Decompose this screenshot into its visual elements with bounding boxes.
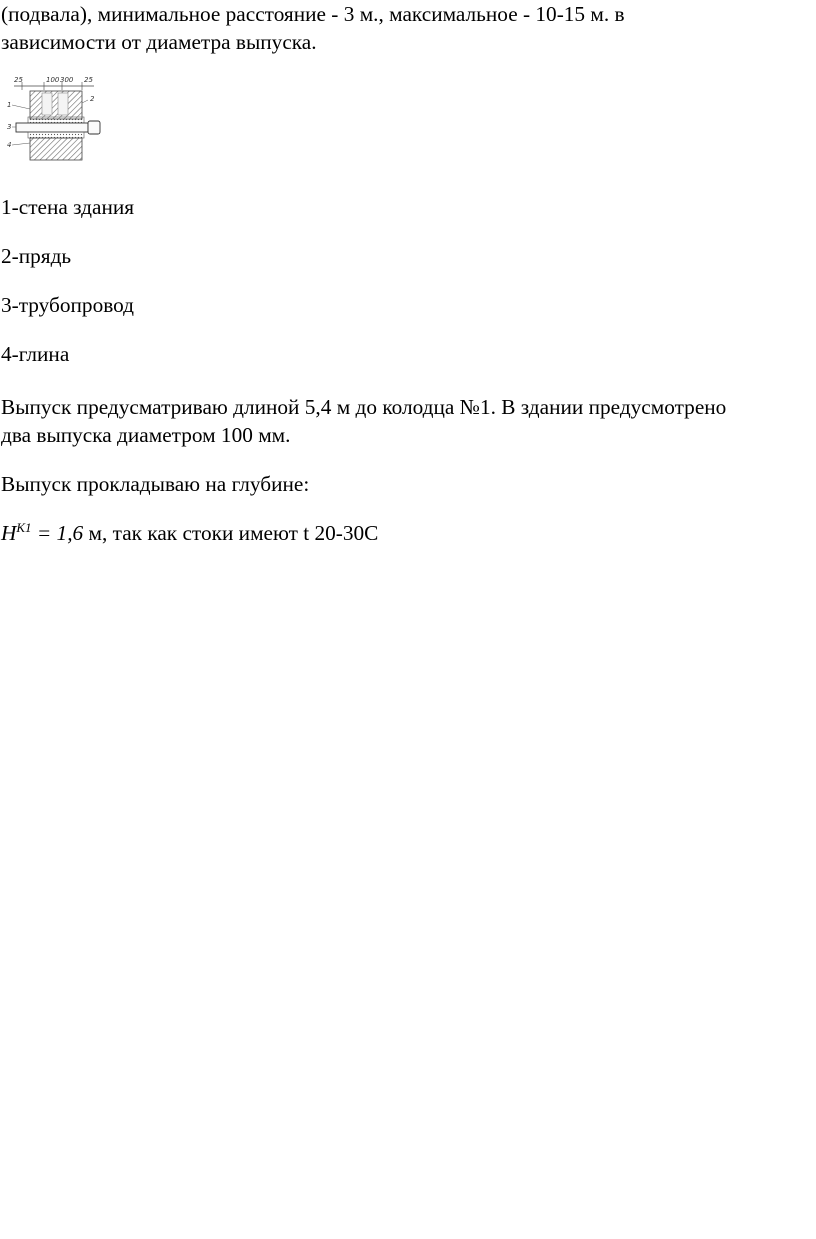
dim-label-wall: 300 (60, 76, 74, 84)
callout-1: 1 (7, 101, 12, 109)
formula-symbol: H (1, 521, 17, 545)
depth-intro: Выпуск прокладываю на глубине: (1, 472, 310, 496)
dim-label-right: 25 (84, 76, 93, 84)
outlet-line-2: два выпуска диаметром 100 мм. (1, 423, 291, 447)
callout-4: 4 (7, 141, 12, 149)
depth-formula (1, 519, 378, 547)
callout-2: 2 (90, 95, 95, 103)
outlet-line-1: Выпуск предусматриваю длиной 5,4 м до колодца №1. В здании предусмотрено (1, 395, 727, 419)
legend-item-wall: 1-стена здания (1, 195, 135, 219)
callout-3: 3 (7, 123, 12, 131)
clay-lower-block (30, 138, 82, 160)
intro-line-1: (подвала), минимальное расстояние - 3 м., максимальное - 10-15 м. в (1, 2, 625, 26)
legend-item-clay: 4-глина (1, 342, 70, 366)
wall-penetration-figure (2, 73, 104, 165)
formula-value: = 1,6 (31, 521, 84, 545)
wall-penetration-drawing (2, 73, 104, 165)
pipe (16, 123, 88, 132)
dim-label-pipe: 100 (46, 76, 60, 84)
intro-line-2: зависимости от диаметра выпуска. (1, 30, 317, 54)
legend-item-strand: 2-прядь (1, 244, 72, 268)
dim-label-left: 25 (14, 76, 23, 84)
wall-upper-block (30, 91, 82, 119)
formula-tail: м, так как стоки имеют t 20-30С (83, 521, 379, 545)
formula-superscript: К1 (16, 520, 32, 535)
pipe-end (88, 121, 100, 134)
strand-seal (28, 117, 84, 123)
legend-item-pipeline: 3-трубопровод (1, 293, 135, 317)
